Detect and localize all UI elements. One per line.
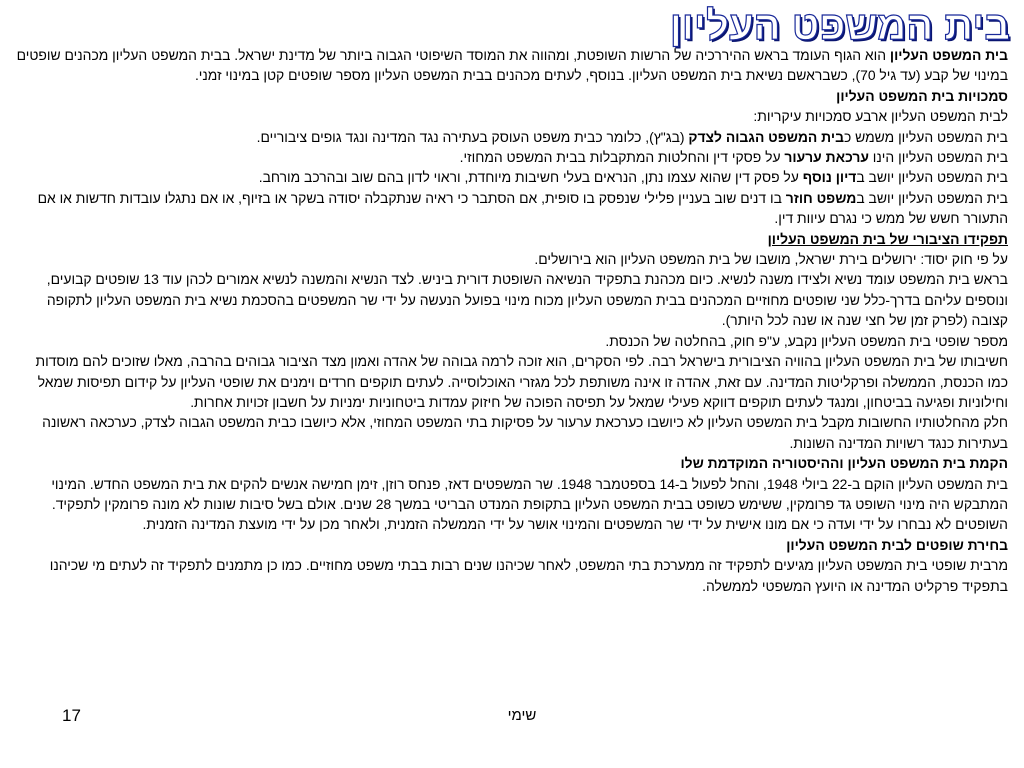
paragraph-lead: בית המשפט העליון הינו: [868, 149, 1008, 166]
section-heading: [14, 453, 1008, 473]
paragraph: [14, 127, 1008, 147]
section-heading-text: הקמת בית המשפט העליון וההיסטוריה המוקדמת שלו: [680, 455, 1008, 472]
paragraph-text: בראש בית המשפט עומד נשיא ולצידו משנה לנשיא. כיום מכהנת בתפקיד הנשיאה השופטת דורית ביניש. לצד הנשיא והמשנה לנשיא אמורים לכהן עוד 13 שופטים קבועים, ונוספים עליהם בדרך-כלל שני שופטים מחוזיים המכהנים בבית המשפט העליון מכוח מינוי בפועל הנעשה על ידי שר המשפטים בהסכמת נשיא בית המשפט העליון לתקופה קצובה (לפרק זמן של חצי שנה או שנה לכל היותר).: [46, 271, 1008, 329]
section-heading-text: בחירת שופטים לבית המשפט העליון: [786, 536, 1008, 553]
paragraph: [14, 167, 1008, 187]
paragraph-text: חשיבותו של בית המשפט העליון בהוויה הציבורית בישראל רבה. לפי הסקרים, הוא זוכה לרמה גבוהה של אהדה ואמון מצד הציבור גבוהים בהרבה, מאלו שזוכים להם מוסדות כמו הכנסת, הממשלה ופרקליטות המדינה. עם זאת, אהדה זו אינה משותפת לכל מגזרי האוכלוסייה. לעתים תוקפים חרדים וימנים את שופטי העליון על קידום תפיסות שמאל וחילוניות ופגיעה בביטחון, ומנגד לעתים תוקפים דווקא פעילי שמאל על תפיסה הפוכה של חיזוק עמדות ביטחוניות ימניות על חשבון זכויות אחרות.: [35, 353, 1008, 410]
paragraph: [14, 106, 1008, 126]
section-heading: [14, 535, 1008, 555]
paragraph: [14, 412, 1008, 453]
footer-author: שימי: [507, 707, 537, 724]
paragraph: [14, 331, 1008, 351]
section-heading-text: סמכויות בית המשפט העליון: [836, 87, 1008, 104]
paragraph-text: הוא הגוף העומד בראש ההיררכיה של הרשות השופטת, ומהווה את המוסד השיפוטי הגבוה ביותר של מדינת ישראל. בבית המשפט העליון מכהנים שופטים במינוי של קבע (עד גיל 70), כשבראשם נשיאת בית המשפט העליון. בנוסף, לעתים מכהנים בבית המשפט העליון מספר שופטים קטן במינוי זמני.: [16, 47, 1008, 84]
slide-title: בית המשפט העליון: [669, 4, 1010, 48]
paragraph-text: בית המשפט העליון הוקם ב-22 ביולי 1948, והחל לפעול ב-14 בספטמבר 1948. שר המשפטים דאז, פנחס רוזן, זימן חמישה אנשים להקים את בית המשפט החדש. המינוי המתבקש היה מינוי השופט גד פרומקין, ששימש כשופט בבית המשפט העליון בתקופת המנדט הבריטי במשך 28 שנים. אולם בשל סיבות שונות לא מונה פרומקין לתפקיד.: [51, 475, 1008, 512]
page-number: 17: [62, 706, 81, 725]
paragraph-text: בו דנים שוב בעניין פלילי שנפסק בו סופית, אם הסתבר כי ראיה שנתקבלה יסודה בשקר או בזיוף, או אם נתגלו עובדות חדשות או אם התעורר חשש של ממש כי נגרם עיוות דין.: [37, 189, 1008, 227]
paragraph: [14, 147, 1008, 167]
paragraph-text: על פסק דין שהוא עצמו נתן, הנראים בעלי חשיבות מיוחדת, וראוי לדון בהם שוב ובהרכב מורחב.: [258, 169, 803, 186]
paragraph: [14, 555, 1008, 596]
paragraph-text: על פסקי דין והחלטות המתקבלות בבית המשפט המחוזי.: [459, 149, 785, 166]
document-body: [14, 45, 1008, 596]
paragraph-lead: בית המשפט העליון משמש כ: [843, 128, 1008, 145]
paragraph-text: מרבית שופטי בית המשפט העליון מגיעים לתפקיד זה ממערכת בתי המשפט, לאחר שכיהנו שנים רבות בבתי משפט מחוזיים. כמו כן מתמנים לתפקיד זה לעתים מי שכיהנו בתפקיד פרקליט המדינה או היועץ המשפטי לממשלה.: [49, 557, 1008, 594]
paragraph: [14, 188, 1008, 229]
paragraph-text: חלק מהחלטותיו החשובות מקבל בית המשפט העליון לא כיושבו כערכאת ערעור על פסיקות בתי המשפט המחוזי, אלא כיושבו כבית המשפט הגבוה לצדק, כערכאה ראשונה בעתירות כנגד רשויות המדינה השונות.: [42, 414, 1008, 451]
paragraph: [14, 249, 1008, 269]
section-heading-text: תפקידו הציבורי של בית המשפט העליון: [767, 230, 1008, 247]
paragraph-text: (בג"ץ), כלומר כבית משפט העוסק בעתירה נגד המדינה ונגד גופים ציבוריים.: [256, 128, 689, 145]
paragraph-bold-term: בית המשפט העליון: [889, 47, 1008, 63]
section-heading: [14, 86, 1008, 106]
section-heading: [14, 229, 1008, 249]
paragraph-lead: בית המשפט העליון יושב ב: [856, 169, 1008, 186]
paragraph: [14, 474, 1008, 515]
paragraph-bold-term: משפט חוזר: [785, 189, 857, 206]
paragraph-bold-term: בית המשפט הגבוה לצדק: [688, 128, 844, 145]
paragraph-text: על פי חוק יסוד: ירושלים בירת ישראל, מושבו של בית המשפט העליון הוא בירושלים.: [534, 251, 1008, 268]
paragraph-text: לבית המשפט העליון ארבע סמכויות עיקריות:: [753, 108, 1008, 125]
paragraph-bold-term: דיון נוסף: [802, 169, 857, 186]
paragraph-text: מספר שופטי בית המשפט העליון נקבע, ע"פ חוק, בהחלטה של הכנסת.: [605, 332, 1008, 349]
paragraph: [14, 269, 1008, 330]
paragraph-text: השופטים לא נבחרו על ידי ועדה כי אם מונו אישית על ידי שר המשפטים והמינוי אושר על ידי הממשלה הזמנית, ולאחר מכן על ידי מועצת המדינה הזמנית.: [142, 516, 1008, 533]
paragraph-bold-term: ערכאת ערעור: [784, 149, 869, 166]
paragraph-lead: בית המשפט העליון יושב ב: [856, 189, 1008, 206]
paragraph: [14, 514, 1008, 534]
paragraph: [14, 351, 1008, 412]
paragraph: [14, 45, 1008, 86]
